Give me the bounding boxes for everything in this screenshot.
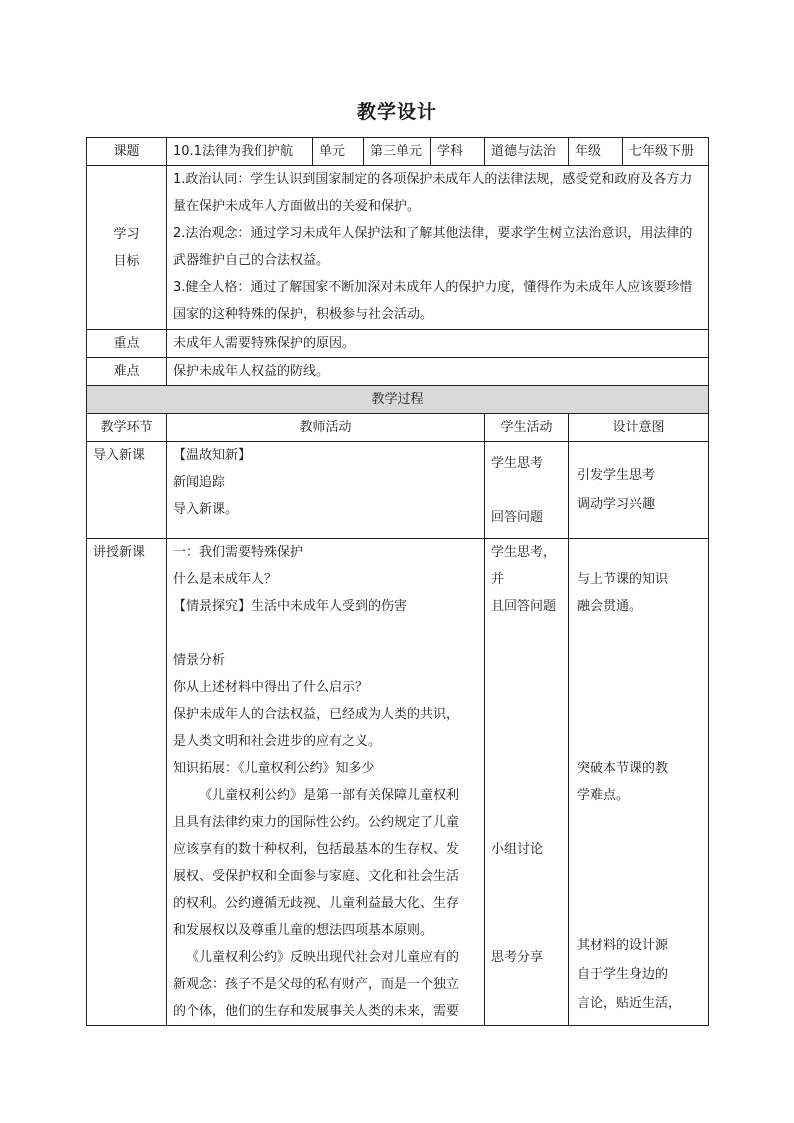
intro-stage: 导入新课 [87,442,167,539]
grade-label: 年级 [569,138,623,166]
topic-value: 10.1法律为我们护航 [167,138,313,166]
lecture-teacher-line: 新观念：孩子不是父母的私有财产，而是一个独立 [173,977,460,992]
lecture-teacher-line: 什么是未成年人？ [173,572,278,587]
subject-value: 道德与法治 [485,138,569,166]
intro-teacher-line: 【温故知新】 [173,448,252,463]
unit-value: 第三单元 [364,138,431,166]
key-point-value: 未成年人需要特殊保护的原因。 [167,330,709,358]
lecture-teacher-line: 情景分析 [173,653,226,668]
key-point-label: 重点 [87,330,167,358]
objective-line: 国家的这种特殊的保护，积极参与社会活动。 [173,307,434,322]
lecture-student: 学生思考，并 且回答问题 小组讨论 思考分享 [485,539,569,1026]
lecture-stage: 讲授新课 [87,539,167,1026]
lecture-row [87,539,709,1026]
lecture-teacher-line: 你从上述材料中得出了什么启示？ [173,680,369,695]
lecture-teacher-line: 的个体，他们的生存和发展事关人类的未来，需要 [173,1004,460,1019]
lecture-teacher-line: 和发展权以及尊重儿童的想法四项基本原则。 [173,923,434,938]
lecture-teacher-line: 【情景探究】生活中未成年人受到的伤害 [173,599,408,614]
lecture-teacher-line [173,620,482,647]
column-header-intent: 设计意图 [569,414,709,442]
lecture-teacher-line: 一：我们需要特殊保护 [173,545,304,560]
column-header-stage: 教学环节 [87,414,167,442]
intro-teacher-line: 导入新课。 [173,502,239,517]
grade-value: 七年级下册 [623,138,709,166]
unit-label: 单元 [313,138,364,166]
intro-teacher [167,442,485,539]
subject-label: 学科 [431,138,485,166]
lesson-plan-table [86,137,709,1026]
column-header-row [87,414,709,442]
objective-line: 2.法治观念：通过学习未成年人保护法和了解其他法律，要求学生树立法治意识，用法律的 [173,226,693,241]
lecture-teacher-line: 且具有法律约束力的国际性公约。公约规定了儿童 [173,815,460,830]
lecture-teacher-line: 保护未成年人的合法权益，已经成为人类的共识， [173,707,460,722]
lecture-teacher-line: 展权、受保护权和全面参与家庭、文化和社会生活 [173,869,460,884]
column-header-teacher: 教师活动 [167,414,485,442]
objectives-label: 学习 目标 [87,166,167,330]
difficult-point-row [87,358,709,386]
objective-line: 武器维护自己的合法权益。 [173,253,330,268]
column-header-student: 学生活动 [485,414,569,442]
objective-line: 1.政治认同：学生认识到国家制定的各项保护未成年人的法律法规，感受党和政府及各方力 [173,172,693,187]
objectives-row [87,166,709,330]
lecture-teacher-line: 知识拓展：《儿童权利公约》知多少 [173,761,375,776]
objectives-content [167,166,709,330]
lecture-teacher-line: 的权利。公约遵循无歧视、儿童利益最大化、生存 [173,896,460,911]
lecture-teacher-line: 《儿童权利公约》是第一部有关保障儿童权利 [199,788,460,803]
difficult-point-label: 难点 [87,358,167,386]
intro-intent: 引发学生思考 调动学习兴趣 [569,442,709,539]
objective-line: 量在保护未成年人方面做出的关爱和保护。 [173,199,421,214]
process-header: 教学过程 [87,386,709,414]
difficult-point-value: 保护未成年人权益的防线。 [167,358,709,386]
intro-row [87,442,709,539]
intro-student: 学生思考 回答问题 [485,442,569,539]
objective-line: 3.健全人格：通过了解国家不断加深对未成年人的保护力度，懂得作为未成年人应该要珍惜 [173,280,693,295]
lecture-intent: 与上节课的知识 融会贯通。 突破本节课的教 学难点。 其材料的设计源 自于学生身边的 言论，贴近生活， [569,539,709,1026]
key-point-row [87,330,709,358]
intro-teacher-line: 新闻追踪 [173,475,226,490]
lecture-teacher-line: 《儿童权利公约》反映出现代社会对儿童应有的 [186,950,460,965]
lecture-teacher [167,539,485,1026]
page-title: 教学设计 [356,101,437,123]
lecture-teacher-line: 应该享有的数十种权利，包括最基本的生存权、发 [173,842,460,857]
topic-label: 课题 [87,138,167,166]
header-row [87,138,709,166]
lecture-teacher-line: 是人类文明和社会进步的应有之义。 [173,734,382,749]
process-header-row [87,386,709,414]
